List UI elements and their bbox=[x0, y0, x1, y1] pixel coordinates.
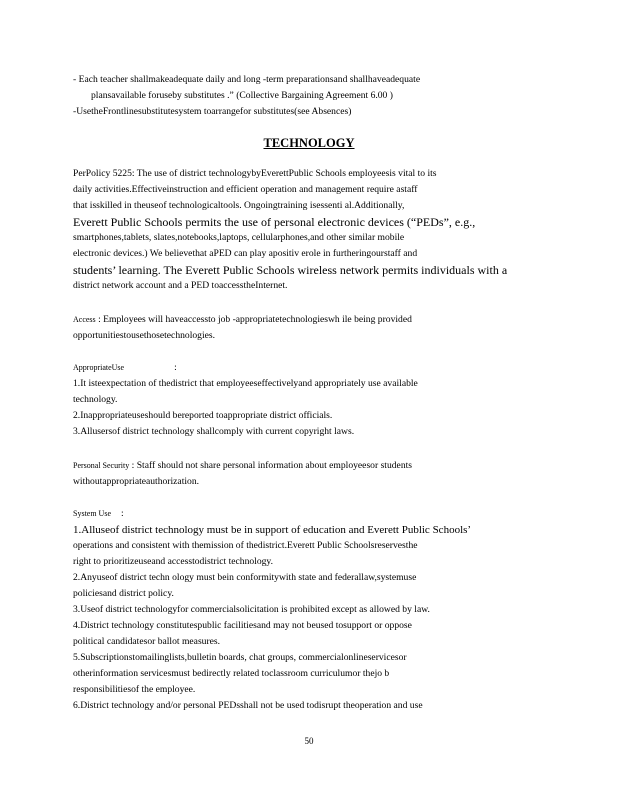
appropriate-use-line: technology. bbox=[73, 394, 118, 405]
system-use-line: right to prioritizeuseand accesstodistrict technology. bbox=[73, 556, 273, 567]
policy-paragraph bbox=[73, 166, 531, 294]
personal-security-section bbox=[73, 458, 531, 490]
policy-line: PerPolicy 5225: The use of district technologybyEverettPublic Schools employeesis vital to its bbox=[73, 168, 437, 179]
system-use-line: 2.Anyuseof district techn ology must bein conformitywith state and federallaw,systemuse bbox=[73, 572, 417, 583]
policy-line: daily activities.Effectiveinstruction and efficient operation and management require astaff bbox=[73, 184, 418, 195]
system-use-line: policiesand district policy. bbox=[73, 588, 174, 599]
system-use-line: 6.District technology and/or personal PEDsshall not be used todisrupt theoperation and use bbox=[73, 700, 423, 711]
system-use-label: System Use bbox=[73, 509, 111, 518]
access-section bbox=[73, 312, 531, 344]
access-line: opportunitiestousethosetechnologies. bbox=[73, 330, 216, 341]
appropriate-use-section bbox=[73, 360, 531, 440]
policy-line: smartphones,tablets, slates,notebooks,laptops, cellularphones,and other similar mobile bbox=[73, 232, 405, 243]
intro-line: plansavailable foruseby substitutes .” (Collective Bargaining Agreement 6.00 ) bbox=[91, 90, 393, 101]
policy-line: district network account and a PED toaccesstheInternet. bbox=[73, 280, 288, 291]
appropriate-use-line: 3.Allusersof district technology shallcomply with current copyright laws. bbox=[73, 426, 355, 437]
policy-line: electronic devices.) We believethat aPED can play apositiv erole in furtheringourstaff and bbox=[73, 248, 418, 259]
appropriate-use-heading: AppropriateUse : bbox=[73, 362, 177, 373]
system-use-line: political candidatesor ballot measures. bbox=[73, 636, 221, 647]
system-use-line: operations and consistent with themission of thedistrict.Everett Public Schoolsreservesthe bbox=[73, 540, 418, 551]
intro-line: -UsetheFrontlinesubstitutesystem toarrangefor substitutes(see Absences) bbox=[73, 106, 352, 117]
access-line: Access : Employees will haveaccessto job -appropriatetechnologieswh ile being provided bbox=[73, 314, 412, 325]
system-use-line: responsibilitiesof the employee. bbox=[73, 684, 196, 695]
policy-line: students’ learning. The Everett Public Schools wireless network permits individuals with a bbox=[73, 263, 508, 277]
intro-section bbox=[73, 72, 531, 120]
system-use-line: 5.Subscriptionstomailinglists,bulletin boards, chat groups, commercialonlineservicesor bbox=[73, 652, 407, 663]
personal-security-label: Personal Security bbox=[73, 461, 130, 470]
appropriate-use-line: 2.Inappropriateuseshould bereported toappropriate district officials. bbox=[73, 410, 333, 421]
personal-security-line: Personal Security : Staff should not share personal information about employeesor students bbox=[73, 460, 413, 471]
system-use-line: 4.District technology constitutespublic facilitiesand may not beused tosupport or oppose bbox=[73, 620, 412, 631]
page-number: 50 bbox=[304, 736, 314, 746]
system-use-section bbox=[73, 506, 531, 714]
system-use-line: 3.Useof district technologyfor commercialsolicitation is prohibited except as allowed by law. bbox=[73, 604, 430, 615]
policy-line: Everett Public Schools permits the use of personal electronic devices (“PEDs”, e.g., bbox=[73, 215, 476, 229]
system-use-line: otherinformation servicesmust bedirectly related toclassroom curriculumor thejo b bbox=[73, 668, 390, 679]
intro-line: - Each teacher shallmakeadequate daily and long -term preparationsand shallhaveadequate bbox=[73, 74, 421, 85]
system-use-heading: System Use : bbox=[73, 508, 124, 519]
section-heading: TECHNOLOGY bbox=[263, 136, 355, 150]
appropriate-use-line: 1.It isteexpectation of thedistrict that employeeseffectivelyand appropriately use available bbox=[73, 378, 418, 389]
access-label: Access bbox=[73, 315, 96, 324]
appropriate-use-label: AppropriateUse bbox=[73, 363, 125, 372]
personal-security-line: withoutappropriateauthorization. bbox=[73, 476, 200, 487]
policy-line: that isskilled in theuseof technologicaltools. Ongoingtraining isessenti al.Additionally, bbox=[73, 200, 405, 211]
system-use-line: 1.Alluseof district technology must be in support of education and Everett Public Schools’ bbox=[73, 524, 472, 536]
